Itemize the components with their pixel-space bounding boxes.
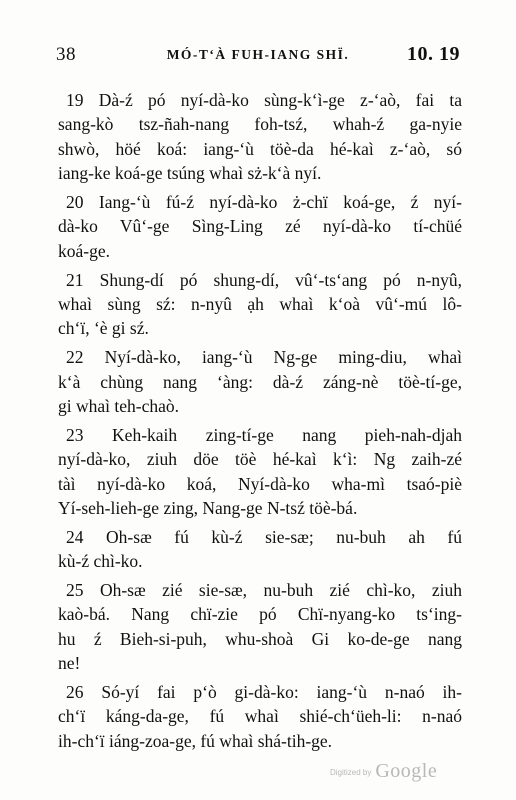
verse-paragraph bbox=[58, 680, 462, 753]
verse-line: koá-ge. bbox=[58, 240, 110, 261]
verse-paragraph bbox=[58, 578, 462, 676]
verse-line: hu ź Bieh-si-puh, whu-shoà Gi ko-de-ge nang bbox=[58, 628, 462, 649]
verse-line: 22 Nyí-dà-ko, iang-‘ù Ng-ge ming-diu, whaì bbox=[66, 347, 462, 368]
verse-paragraph bbox=[58, 345, 462, 418]
verse-line: gi whaì teh-chaò. bbox=[58, 396, 179, 417]
page-header bbox=[56, 44, 460, 74]
verse-text-block bbox=[58, 88, 462, 758]
verse-line: kaò-bá. Nang chï-zie pó Chï-nyang-ko ts‘ing- bbox=[58, 604, 462, 625]
verse-line: sang-kò tsz-ñah-nang foh-tsź, whah-ź ga-nyie bbox=[58, 114, 462, 135]
verse-paragraph bbox=[58, 88, 462, 186]
verse-line: kù-ź chì-ko. bbox=[58, 551, 143, 572]
verse-line: Yí-seh-lieh-ge zing, Nang-ge N-tsź töè-bá. bbox=[58, 498, 358, 519]
digitized-watermark bbox=[330, 760, 437, 783]
verse-paragraph bbox=[58, 423, 462, 521]
verse-line: ih-ch‘ï iáng-zoa-ge, fú whaì shá-tih-ge. bbox=[58, 730, 333, 751]
verse-line: iang-ke koá-ge tsúng whaì sż-k‘à nyí. bbox=[58, 163, 322, 184]
verse-line: 24 Oh-sæ fú kù-ź sie-sæ; nu-buh ah fú bbox=[66, 526, 462, 547]
verse-paragraph bbox=[58, 190, 462, 263]
running-title: MÓ-T‘À FUH-IANG SHÏ. bbox=[166, 47, 350, 62]
verse-line: 21 Shung-dí pó shung-dí, vû‘-ts‘ang pó n-nyû, bbox=[66, 269, 462, 290]
chapter-verse-reference: 10. 19 bbox=[407, 43, 460, 65]
verse-line: tàì nyí-dà-ko koá, Nyí-dà-ko wha-mì tsaó-piè bbox=[58, 473, 462, 494]
page-number: 38 bbox=[56, 44, 76, 65]
verse-line: ne! bbox=[58, 653, 81, 674]
google-logo: Google bbox=[375, 760, 438, 782]
verse-line: whaì sùng sź: n-nyû ạh whaì k‘oà vû‘-mú lô- bbox=[58, 294, 462, 315]
verse-line: shwò, höé koá: iang-‘ù töè-da hé-kaì z-‘aò, só bbox=[58, 138, 462, 159]
verse-line: 20 Iang-‘ù fú-ź nyí-dà-ko ż-chï koá-ge, ź nyí- bbox=[66, 192, 462, 213]
verse-line: 19 Dà-ź pó nyí-dà-ko sùng-k‘ì-ge z-‘aò, fai ta bbox=[66, 90, 462, 110]
verse-paragraph bbox=[58, 268, 462, 341]
verse-line: nyí-dà-ko, ziuh döe töè hé-kaì k‘ì: Ng zaih-zé bbox=[58, 449, 462, 470]
verse-line: 23 Keh-kaih zing-tí-ge nang pieh-nah-djah bbox=[66, 424, 462, 445]
verse-line: 25 Oh-sæ zié sie-sæ, nu-buh zié chì-ko, ziuh bbox=[66, 580, 462, 601]
verse-line: k‘à chùng nang ‘àng: dà-ź záng-nè töè-tí-ge, bbox=[58, 371, 462, 392]
verse-line: dà-ko Vû‘-ge Sìng-Ling zé nyí-dà-ko tí-chüé bbox=[58, 216, 462, 237]
verse-line: ch‘ï káng-da-ge, fú whaì shié-ch‘üeh-li: n-naó bbox=[58, 706, 462, 727]
verse-line: ch‘ï, ‘è gi sź. bbox=[58, 318, 149, 339]
watermark-prefix: Digitized by bbox=[330, 768, 372, 777]
verse-line: 26 Só-yí fai p‘ò gi-dà-ko: iang-‘ù n-naó ih- bbox=[66, 682, 462, 703]
verse-paragraph bbox=[58, 525, 462, 574]
